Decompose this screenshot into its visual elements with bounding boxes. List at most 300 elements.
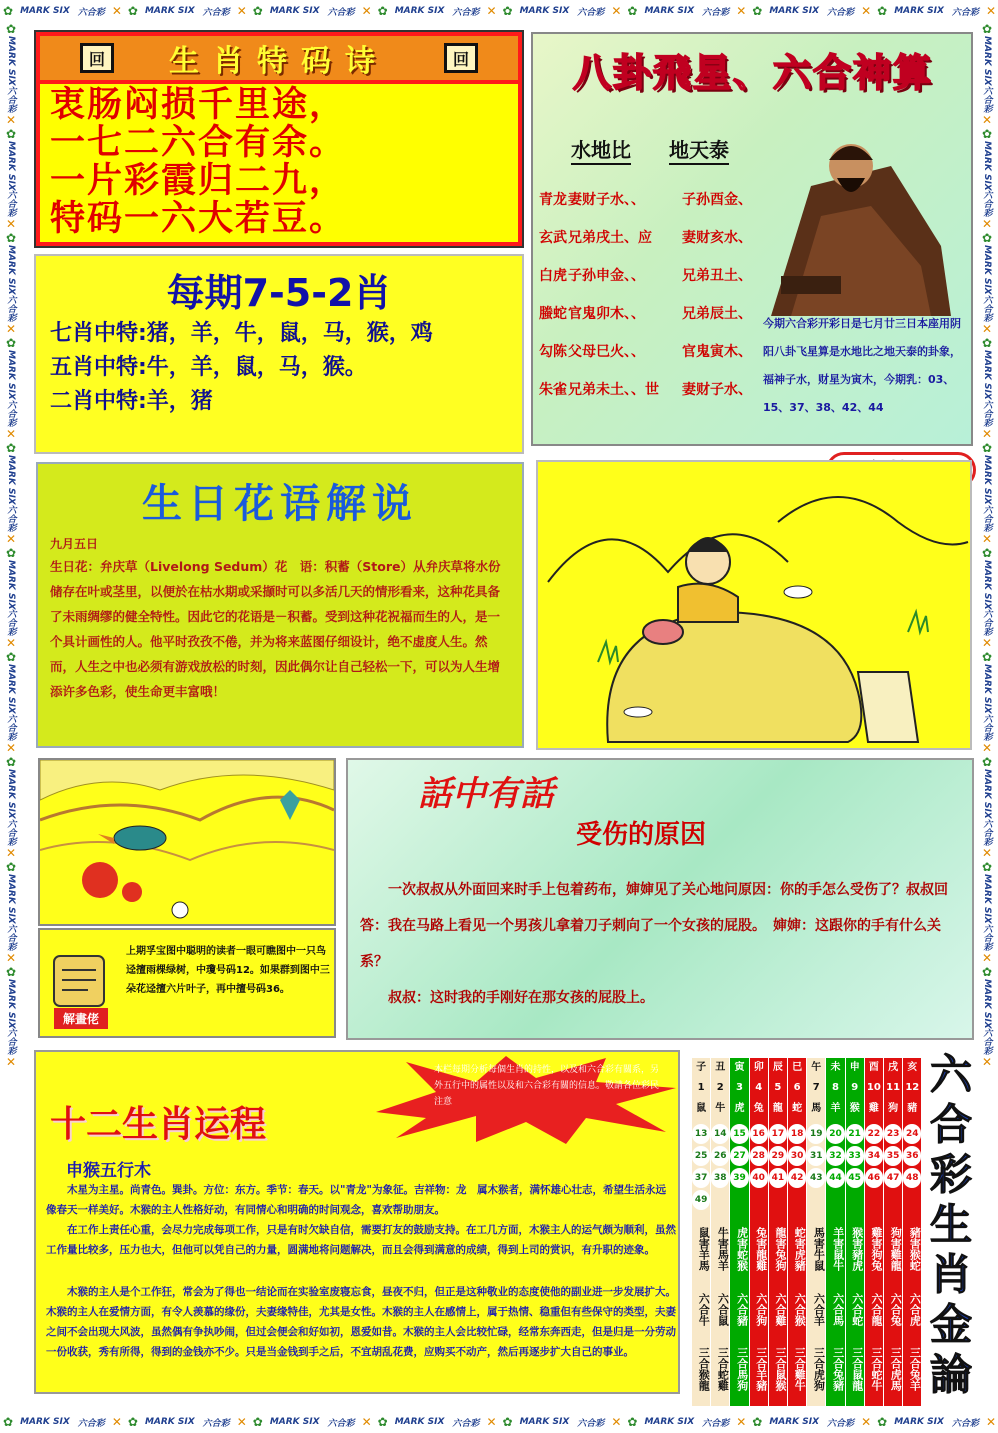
table-cell: 28 xyxy=(750,1146,768,1166)
table-cell: 鼠 xyxy=(696,1103,707,1114)
zodiac-number-table xyxy=(692,1058,922,1406)
joke-body xyxy=(360,872,966,1016)
brand-text-cn: 六合彩 xyxy=(5,818,16,846)
flower-icon: ✿ xyxy=(627,4,638,18)
cross-icon: ✕ xyxy=(611,1415,622,1429)
title-char: 六 xyxy=(929,1050,972,1099)
table-cell: 六合豬 xyxy=(735,1292,749,1326)
brand-text-cn: 六合彩 xyxy=(981,85,992,113)
flower-heading: 生日花语解说 xyxy=(142,480,418,527)
brand-text-cn: 六合彩 xyxy=(981,399,992,427)
bagua-cell-c: 兄弟丑土、 xyxy=(682,268,753,284)
bagua-row xyxy=(539,332,769,370)
table-column xyxy=(692,1058,710,1406)
cross-icon: ✕ xyxy=(4,845,18,860)
table-cell: 17 xyxy=(769,1124,787,1144)
sage-figure-image xyxy=(751,126,951,316)
joke-header: 話中有話 xyxy=(418,774,554,814)
table-cell: 龍 xyxy=(772,1103,783,1114)
cross-icon: ✕ xyxy=(861,1415,872,1429)
cross-icon: ✕ xyxy=(4,636,18,651)
weekly-heading: 每期7-5-2肖 xyxy=(166,271,392,315)
table-cell: 豬 xyxy=(907,1103,918,1114)
bagua-cell-c: 妻财亥水、 xyxy=(682,230,753,246)
table-column xyxy=(750,1058,768,1406)
zodiac-paragraph-2: 在工作上责任心重，会尽力完成每项工作，只是有时欠缺自信，需要打友的鼓励支持。在工几方面，木猴主人的运气颇为顺利，虽然工作量比较多，压力也大，但他可以凭自己的力量，圆满地将问题解决，而且会得到满意的成绩，得到上司的赏识，有升职的迹象。 xyxy=(46,1224,676,1256)
table-cell: 午 xyxy=(811,1062,822,1073)
zodiac-heading: 十二生肖运程 xyxy=(50,1104,267,1145)
flower-date: 九月五日 xyxy=(50,537,99,551)
table-cell: 24 xyxy=(903,1124,921,1144)
brand-text: MARK SIX xyxy=(6,454,16,505)
brand-text-cn: 六合彩 xyxy=(951,7,979,18)
brand-text-cn: 六合彩 xyxy=(5,504,16,532)
seven-zodiac-line: 七肖中特:猪，羊，牛，鼠，马，猴，鸡 xyxy=(50,321,433,346)
poem-line: 一片彩霞归二九， xyxy=(50,160,347,201)
brand-text: MARK SIX xyxy=(6,559,16,610)
bagua-rows xyxy=(539,180,769,408)
brand-text-cn: 六合彩 xyxy=(77,1418,105,1429)
title-char: 肖 xyxy=(929,1250,972,1299)
table-cell: 狗 xyxy=(888,1103,899,1114)
poem-body xyxy=(40,84,518,242)
cross-icon: ✕ xyxy=(4,741,18,756)
flower-icon: ✿ xyxy=(980,650,994,665)
table-cell: 戌 xyxy=(888,1062,899,1073)
brand-text: MARK SIX xyxy=(982,245,992,296)
cross-icon: ✕ xyxy=(4,322,18,337)
flower-icon: ✿ xyxy=(980,859,994,874)
table-column xyxy=(807,1058,825,1406)
table-cell: 三合蛇牛 xyxy=(869,1347,883,1391)
table-cell: 丑 xyxy=(715,1062,726,1073)
two-zodiac-line: 二肖中特:羊，猪 xyxy=(50,389,213,414)
brand-text-cn: 六合彩 xyxy=(5,714,16,742)
bagua-row xyxy=(539,294,769,332)
flower-icon: ✿ xyxy=(377,1415,388,1429)
cross-icon: ✕ xyxy=(236,1415,247,1429)
brand-text: MARK SIX xyxy=(982,140,992,191)
brand-text: MARK SIX xyxy=(644,1417,695,1427)
flower-icon: ✿ xyxy=(4,336,18,351)
title-char: 合 xyxy=(929,1100,972,1149)
table-cell: 馬害牛鼠 xyxy=(812,1227,826,1271)
cross-icon: ✕ xyxy=(985,4,996,18)
table-cell: 六合兔 xyxy=(889,1292,903,1326)
bagua-row xyxy=(539,180,769,218)
cross-icon: ✕ xyxy=(111,1415,122,1429)
bagua-cell-c: 子孙酉金、 xyxy=(682,192,753,208)
zodiac-poem-panel xyxy=(34,30,524,248)
table-cell: 六合龍 xyxy=(869,1292,883,1326)
bagua-cell-c: 妻财子水、 xyxy=(682,382,753,398)
bagua-cell-a: 勾陈 xyxy=(539,344,567,360)
brand-text: MARK SIX xyxy=(769,6,820,16)
right-border-strip xyxy=(976,22,998,1411)
table-cell: 蛇害虎豬 xyxy=(793,1227,807,1271)
brand-text: MARK SIX xyxy=(644,6,695,16)
table-cell: 狗害雞龍 xyxy=(889,1227,903,1271)
answer-text: 上期孚宝图中聪明的读者一眼可瞧图中一只鸟迳擅雨棵绿树，中瓊号码12。如果群到图中三朵花迳擅六片叶子，再中擅号码36。 xyxy=(126,946,330,995)
table-cell: 雞 xyxy=(868,1103,879,1114)
table-cell: 牛 xyxy=(715,1103,726,1114)
bagua-cell-b: 官鬼卯木、、 xyxy=(567,306,645,322)
bagua-description: 今期六合彩开彩日是七月廿三日本座用阴阳八卦飞星算是水地比之地天泰的卦象，福神子水，财星为寅木，今期乳：03、15、37、38、42、44 xyxy=(763,317,961,414)
brand-text-cn: 六合彩 xyxy=(5,399,16,427)
cross-icon: ✕ xyxy=(4,217,18,232)
flower-icon: ✿ xyxy=(4,755,18,770)
table-cell: 3 xyxy=(736,1082,743,1093)
table-cell: 11 xyxy=(886,1082,901,1093)
birthday-flower-panel xyxy=(36,462,524,748)
brand-text: MARK SIX xyxy=(6,245,16,296)
flower-icon: ✿ xyxy=(252,4,263,18)
table-cell: 龍害兔狗 xyxy=(773,1227,787,1271)
bagua-row xyxy=(539,370,769,408)
table-cell: 48 xyxy=(903,1168,921,1188)
puzzle-cartoon-image xyxy=(536,460,972,750)
table-column xyxy=(884,1058,902,1406)
gua-left: 水地比 xyxy=(571,134,631,165)
table-cell: 巳 xyxy=(792,1062,803,1073)
brand-text: MARK SIX xyxy=(394,1417,445,1427)
flower-icon: ✿ xyxy=(752,1415,763,1429)
cross-icon: ✕ xyxy=(980,531,994,546)
cross-icon: ✕ xyxy=(4,1055,18,1070)
flower-icon: ✿ xyxy=(752,4,763,18)
table-cell: 49 xyxy=(692,1190,710,1210)
brand-text-cn: 六合彩 xyxy=(5,923,16,951)
flower-icon: ✿ xyxy=(980,22,994,36)
table-cell: 三合蛇雞 xyxy=(716,1347,730,1391)
table-cell: 32 xyxy=(826,1146,844,1166)
table-cell: 三合虎狗 xyxy=(812,1347,826,1391)
table-cell: 46 xyxy=(865,1168,883,1188)
cross-icon: ✕ xyxy=(111,4,122,18)
brand-text-cn: 六合彩 xyxy=(202,1418,230,1429)
brand-text-cn: 六合彩 xyxy=(77,7,105,18)
poem-right-mark: 回 xyxy=(444,43,478,73)
vertical-title xyxy=(928,1050,974,1400)
table-column xyxy=(826,1058,844,1406)
flower-icon: ✿ xyxy=(4,22,18,36)
brand-text: MARK SIX xyxy=(144,1417,195,1427)
cross-icon: ✕ xyxy=(980,322,994,337)
cross-icon: ✕ xyxy=(236,4,247,18)
brand-text-cn: 六合彩 xyxy=(5,190,16,218)
joke-subtitle: 受伤的原因 xyxy=(576,820,707,850)
bottom-border-strip xyxy=(0,1411,998,1433)
table-cell: 三合兔豬 xyxy=(831,1347,845,1391)
table-cell: 33 xyxy=(846,1146,864,1166)
brand-text: MARK SIX xyxy=(982,873,992,924)
table-cell: 39 xyxy=(730,1168,748,1188)
table-cell: 6 xyxy=(793,1082,801,1093)
table-cell: 12 xyxy=(905,1082,920,1093)
table-cell: 六合牛 xyxy=(697,1292,711,1326)
cross-icon: ✕ xyxy=(486,1415,497,1429)
flower-icon: ✿ xyxy=(4,964,18,979)
table-cell: 猴 xyxy=(849,1103,860,1114)
brand-text-cn: 六合彩 xyxy=(5,295,16,323)
table-cell: 三合虎馬 xyxy=(889,1347,903,1391)
title-char: 生 xyxy=(929,1200,972,1249)
brand-text: MARK SIX xyxy=(269,1417,320,1427)
table-cell: 三合鼠龍 xyxy=(850,1347,864,1391)
bird-drawing xyxy=(40,760,334,924)
zodiac-paragraph-3: 木猴的主人是个工作狂，常会为了得也一结论而在实验室废寝忘食，昼夜不归，但正是这种敬业的态度使他的副业进一步发展扩大。木猴的主人在爱情方面，有令人羡慕的缘份，夫妻缘特佳，尤其是女性。木猴的主人在感情上，属于热情、稳重但有些保守的类型，夫妻之间不会出现大风波，虽然偶有争执吵闹，但过会便会和好如初，恩爱如昔。木猴的主人会比较忙碌，经常东奔西走，但是归是一分劳动一份收获，秀有所得，得到的金钱亦不少。只是当金钱到手之后，不宜胡乱花费，应购买不动产，然后再逐步扩大自己的事业。 xyxy=(46,1286,676,1358)
table-cell: 16 xyxy=(750,1124,768,1144)
previous-puzzle-image xyxy=(38,758,336,926)
table-cell: 41 xyxy=(769,1168,787,1188)
table-cell: 羊害鼠牛 xyxy=(831,1227,845,1271)
table-cell: 豬害猴蛇 xyxy=(908,1227,922,1271)
flower-icon: ✿ xyxy=(502,4,513,18)
brand-text-cn: 六合彩 xyxy=(981,1028,992,1056)
flower-icon: ✿ xyxy=(980,545,994,560)
table-cell: 酉 xyxy=(868,1062,879,1073)
brand-text-cn: 六合彩 xyxy=(981,609,992,637)
flower-icon: ✿ xyxy=(627,1415,638,1429)
table-cell: 19 xyxy=(807,1124,825,1144)
table-cell: 29 xyxy=(769,1146,787,1166)
joke-paragraph-2: 叔叔：这时我的手刚好在那女孩的屁股上。 xyxy=(360,990,654,1006)
flower-icon: ✿ xyxy=(3,1415,14,1429)
table-cell: 42 xyxy=(788,1168,806,1188)
table-cell: 47 xyxy=(884,1168,902,1188)
table-cell: 31 xyxy=(807,1146,825,1166)
flower-icon: ✿ xyxy=(980,755,994,770)
table-cell: 猴害豬虎 xyxy=(850,1227,864,1271)
brand-text: MARK SIX xyxy=(982,350,992,400)
gua-right: 地天泰 xyxy=(669,134,729,165)
brand-text-cn: 六合彩 xyxy=(981,504,992,532)
top-border-strip xyxy=(0,0,998,22)
cross-icon: ✕ xyxy=(980,845,994,860)
table-cell: 21 xyxy=(846,1124,864,1144)
table-cell: 六合雞 xyxy=(773,1292,787,1326)
bagua-cell-b: 妻财子水、、 xyxy=(567,192,645,208)
brand-text-cn: 六合彩 xyxy=(981,818,992,846)
brand-text: MARK SIX xyxy=(519,1417,570,1427)
table-cell: 23 xyxy=(884,1124,902,1144)
table-column xyxy=(865,1058,883,1406)
brand-text: MARK SIX xyxy=(6,769,16,819)
bagua-panel xyxy=(531,32,973,446)
table-cell: 未 xyxy=(830,1062,841,1073)
cross-icon: ✕ xyxy=(361,4,372,18)
brand-text: MARK SIX xyxy=(6,873,16,924)
title-char: 彩 xyxy=(929,1150,972,1199)
brand-text: MARK SIX xyxy=(6,140,16,191)
table-cell: 5 xyxy=(774,1082,782,1093)
brand-text-cn: 六合彩 xyxy=(452,7,480,18)
poem-header xyxy=(40,36,518,80)
bagua-cell-b: 子孙申金、、 xyxy=(567,268,645,284)
flower-icon: ✿ xyxy=(127,1415,138,1429)
answer-panel xyxy=(38,928,336,1038)
table-cell: 牛害馬羊 xyxy=(716,1227,730,1271)
flower-icon: ✿ xyxy=(4,231,18,246)
star-text: 本栏每期分析每個生肖的持性，以及和六合彩有關系，另外五行中的属性以及和六合彩有關的信息。敬請各位彩民注意 xyxy=(434,1065,660,1107)
brand-text-cn: 六合彩 xyxy=(327,7,355,18)
table-cell: 鼠害羊馬 xyxy=(697,1227,711,1271)
table-cell: 2 xyxy=(716,1082,724,1093)
bagua-cell-a: 玄武 xyxy=(539,230,567,246)
brand-text: MARK SIX xyxy=(982,36,992,86)
bagua-cell-b: 父母巳火、、 xyxy=(567,344,645,360)
bagua-cell-a: 朱雀 xyxy=(539,382,567,398)
brand-text: MARK SIX xyxy=(6,978,16,1029)
table-cell: 雞害狗兔 xyxy=(869,1227,883,1271)
brand-text-cn: 六合彩 xyxy=(702,1418,730,1429)
brand-text: MARK SIX xyxy=(6,664,16,715)
table-column xyxy=(730,1058,748,1406)
cross-icon: ✕ xyxy=(4,950,18,965)
cross-icon: ✕ xyxy=(4,112,18,127)
table-cell: 三合馬狗 xyxy=(735,1347,749,1391)
cross-icon: ✕ xyxy=(980,950,994,965)
table-cell: 30 xyxy=(788,1146,806,1166)
table-cell: 三合羊豬 xyxy=(754,1347,768,1391)
poem-line: 一七二六合有余。 xyxy=(50,122,347,163)
table-cell: 44 xyxy=(826,1168,844,1188)
bagua-cell-a: 青龙 xyxy=(539,192,567,208)
bagua-cell-a: 白虎 xyxy=(539,268,567,284)
table-cell: 羊 xyxy=(830,1103,841,1114)
table-cell: 三合猴龍 xyxy=(697,1347,711,1391)
cartoon-drawing xyxy=(538,462,970,748)
brand-text-cn: 六合彩 xyxy=(577,7,605,18)
flower-icon: ✿ xyxy=(877,4,888,18)
brand-text-cn: 六合彩 xyxy=(981,923,992,951)
table-cell: 子 xyxy=(696,1062,707,1073)
five-zodiac-line: 五肖中特:牛，羊，鼠，马，猴。 xyxy=(50,355,367,380)
bagua-cell-b: 兄弟未土、、世 xyxy=(567,382,659,398)
flower-icon: ✿ xyxy=(252,1415,263,1429)
table-cell: 六合虎 xyxy=(908,1292,922,1326)
table-cell: 三合鼠猴 xyxy=(773,1347,787,1391)
table-cell: 六合蛇 xyxy=(850,1292,864,1326)
brand-text: MARK SIX xyxy=(20,1417,70,1427)
table-cell: 三合雞牛 xyxy=(793,1347,807,1391)
brand-text: MARK SIX xyxy=(982,454,992,505)
brand-text: MARK SIX xyxy=(894,6,944,16)
cross-icon: ✕ xyxy=(980,741,994,756)
table-cell: 37 xyxy=(692,1168,710,1188)
bagua-row xyxy=(539,218,769,256)
table-column xyxy=(769,1058,787,1406)
bagua-cell-a: 螣蛇 xyxy=(539,306,567,322)
brand-text-cn: 六合彩 xyxy=(702,7,730,18)
cross-icon: ✕ xyxy=(980,636,994,651)
flower-icon: ✿ xyxy=(4,650,18,665)
flower-icon: ✿ xyxy=(4,545,18,560)
cross-icon: ✕ xyxy=(980,426,994,441)
table-cell: 申 xyxy=(849,1062,860,1073)
table-cell: 13 xyxy=(692,1124,710,1144)
table-cell: 38 xyxy=(711,1168,729,1188)
table-cell: 20 xyxy=(826,1124,844,1144)
brand-text: MARK SIX xyxy=(982,769,992,819)
table-cell: 六合羊 xyxy=(812,1292,826,1326)
table-cell: 45 xyxy=(846,1168,864,1188)
flower-body: 生日花：弁庆草（Livelong Sedum）花 语：积蓄（Store）从弁庆草将水份储存在叶或茎里，以便於在枯水期或采撷时可以多活几天的情形看来，这种花具备了未雨绸缪的健全特性。因此它的花语是－积蓄。受到这种花祝福而生的人，是一个具计画性的人。他平时孜孜不倦，并为将来蓝图仔细设计，绝不虚度人生。然而，人生之中也必须有游戏放松的时刻，因此偶尔让自己轻松一下，可以为人生增添许多色彩，使生命更丰富哦！ xyxy=(50,559,501,699)
weekly-picks-panel xyxy=(34,254,524,454)
brand-text-cn: 六合彩 xyxy=(981,714,992,742)
brand-text-cn: 六合彩 xyxy=(827,7,855,18)
table-cell: 亥 xyxy=(907,1062,918,1073)
zodiac-subheading: 申猴五行木 xyxy=(66,1161,151,1181)
cross-icon: ✕ xyxy=(486,4,497,18)
table-cell: 兔害龍雞 xyxy=(754,1227,768,1271)
brand-text-cn: 六合彩 xyxy=(5,85,16,113)
flower-icon: ✿ xyxy=(502,1415,513,1429)
table-column xyxy=(788,1058,806,1406)
answer-label: 解畫佬 xyxy=(54,1008,108,1029)
table-cell: 25 xyxy=(692,1146,710,1166)
brand-text: MARK SIX xyxy=(6,350,16,400)
table-cell: 六合猴 xyxy=(793,1292,807,1326)
table-cell: 10 xyxy=(866,1082,881,1093)
brand-text-cn: 六合彩 xyxy=(981,295,992,323)
table-cell: 34 xyxy=(865,1146,883,1166)
table-cell: 43 xyxy=(807,1168,825,1188)
joke-paragraph-1: 一次叔叔从外面回来时手上包着药布，婶婶见了关心地问原因：你的手怎么受伤了？叔叔回答：我在马路上看见一个男孩儿拿着刀子刺向了一个女孩的屁股。 婶婶：这跟你的手有什么关系？ xyxy=(360,882,948,970)
cross-icon: ✕ xyxy=(4,426,18,441)
cross-icon: ✕ xyxy=(611,4,622,18)
brand-text-cn: 六合彩 xyxy=(452,1418,480,1429)
cross-icon: ✕ xyxy=(980,1055,994,1070)
brand-text: MARK SIX xyxy=(394,6,445,16)
table-cell: 7 xyxy=(812,1082,820,1093)
brand-text: MARK SIX xyxy=(982,664,992,715)
flower-icon: ✿ xyxy=(980,126,994,141)
table-cell: 26 xyxy=(711,1146,729,1166)
cross-icon: ✕ xyxy=(980,217,994,232)
brand-text-cn: 六合彩 xyxy=(327,1418,355,1429)
flower-icon: ✿ xyxy=(127,4,138,18)
brand-text: MARK SIX xyxy=(894,1417,944,1427)
brand-text: MARK SIX xyxy=(769,1417,820,1427)
brand-text-cn: 六合彩 xyxy=(827,1418,855,1429)
table-cell: 三合兔羊 xyxy=(908,1347,922,1391)
table-cell: 六合狗 xyxy=(754,1292,768,1326)
flower-icon: ✿ xyxy=(980,231,994,246)
flower-icon: ✿ xyxy=(4,440,18,455)
table-cell: 虎 xyxy=(734,1103,745,1114)
table-cell: 18 xyxy=(788,1124,806,1144)
table-cell: 27 xyxy=(730,1146,748,1166)
flower-icon: ✿ xyxy=(377,4,388,18)
cross-icon: ✕ xyxy=(736,1415,747,1429)
table-column xyxy=(711,1058,729,1406)
bagua-cell-b: 兄弟戌土、应 xyxy=(567,230,652,246)
brand-text-cn: 六合彩 xyxy=(981,190,992,218)
flower-icon: ✿ xyxy=(980,964,994,979)
table-cell: 寅 xyxy=(734,1062,745,1073)
flower-icon: ✿ xyxy=(980,336,994,351)
title-char: 論 xyxy=(929,1350,972,1399)
table-cell: 辰 xyxy=(772,1062,783,1073)
zodiac-paragraph-1: 木星为主星。尚青色。巽卦。方位：东方。季节：春天。以"青龙"为象征。吉祥物：龙 属木猴者，满怀雄心壮志，希望生活永远像春天一样美好。木猴的主人性格好动，有同情心和明确的时间观念，喜欢帮助朋友。 xyxy=(46,1184,666,1216)
table-cell: 1 xyxy=(697,1082,705,1093)
table-cell: 兔 xyxy=(753,1103,764,1114)
brand-text: MARK SIX xyxy=(6,36,16,86)
table-cell: 35 xyxy=(884,1146,902,1166)
table-column xyxy=(903,1058,921,1406)
cross-icon: ✕ xyxy=(861,4,872,18)
